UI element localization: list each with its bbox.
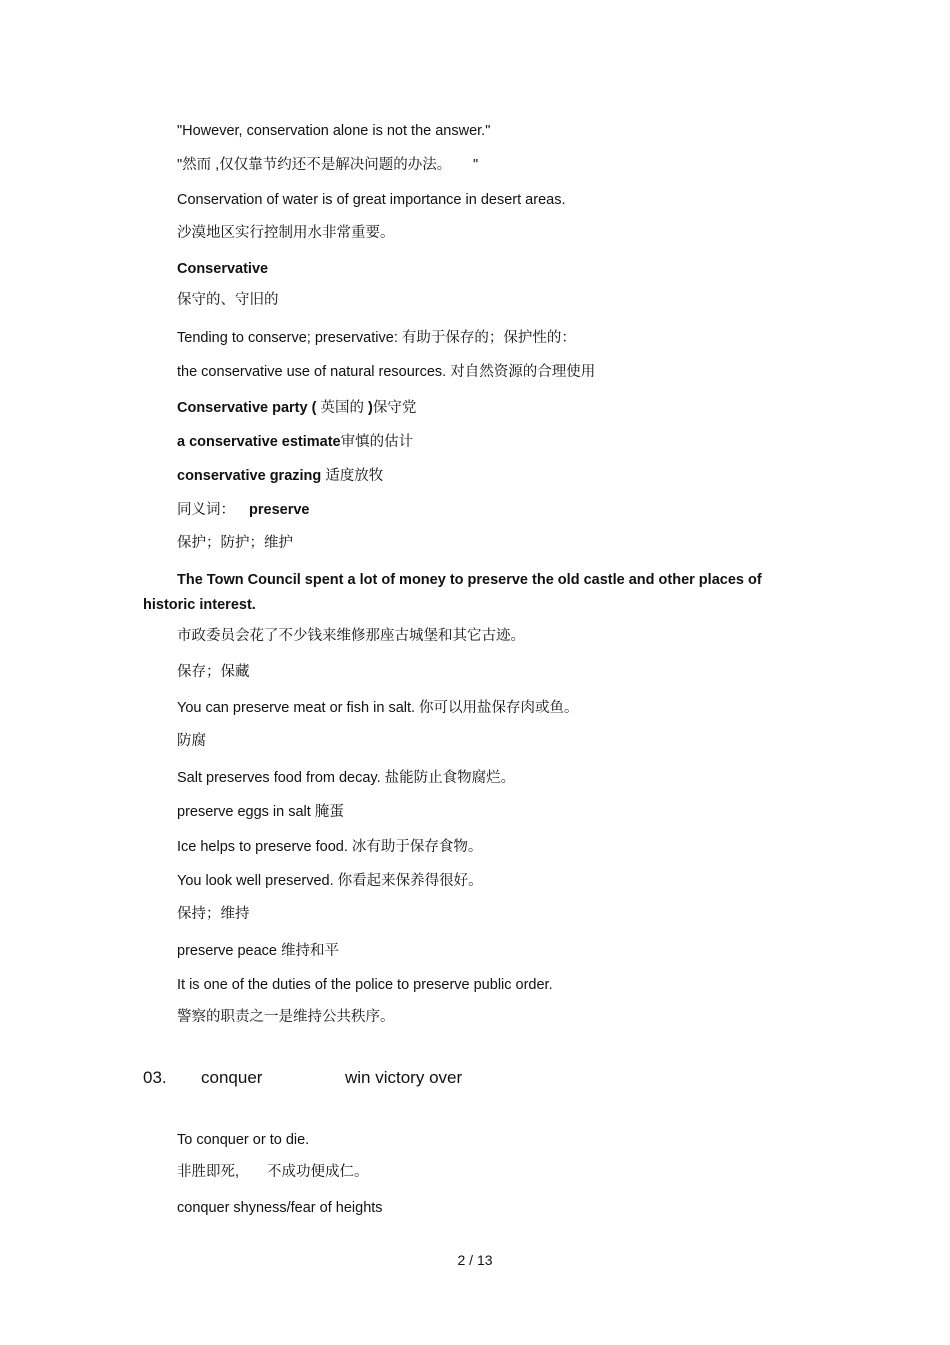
phrase-conservative-estimate: [177, 433, 413, 451]
synonym-line: [177, 501, 309, 519]
definition-line: Tending to conserve; preservative: 有助于保存的；保护性的：: [177, 330, 576, 346]
quote-chinese: "然而 ,仅仅靠节约还不是解决问题的办法。 ": [177, 157, 479, 173]
example-sentence: You can preserve meat or fish in salt. 你可以用盐保存肉或鱼。: [177, 700, 579, 716]
section-definition: win victory over: [345, 1068, 463, 1087]
phrase-conservative-grazing: [177, 467, 383, 485]
phrase-conservative-party: [177, 399, 416, 417]
phrase-term: a conservative estimate: [177, 434, 341, 450]
phrase-translation: 保守党: [372, 400, 417, 416]
example-sentence: Ice helps to preserve food. 冰有助于保存食物。: [177, 839, 483, 855]
example-sentence: To conquer or to die.: [177, 1132, 310, 1148]
example-sentence: You look well preserved. 你看起来保养得很好。: [177, 873, 483, 889]
example-sentence-bold: The Town Council spent a lot of money to preserve the old castle and other places of: [177, 572, 762, 588]
example-sentence: preserve peace 维持和平: [177, 943, 339, 959]
phrase-term: Conservative party (: [177, 400, 317, 416]
example-translation: 市政委员会花了不少钱来维修那座古城堡和其它古迹。: [177, 628, 525, 644]
example-sentence: preserve eggs in salt 腌蛋: [177, 804, 344, 820]
entry-meaning: 防腐: [177, 733, 206, 749]
example-sentence-bold-continued: historic interest.: [143, 597, 256, 613]
synonym-word: preserve: [249, 502, 310, 518]
phrase-note: 英国的: [316, 400, 368, 416]
phrase-translation: 适度放牧: [321, 468, 384, 484]
example-sentence: conquer shyness/fear of heights: [177, 1200, 383, 1216]
example-sentence: It is one of the duties of the police to preserve public order.: [177, 977, 553, 993]
phrase-term-close: ): [367, 400, 373, 416]
quote-english: "However, conservation alone is not the answer.": [177, 123, 491, 139]
section-number: 03.: [143, 1068, 167, 1087]
entry-headword-conservative: Conservative: [177, 261, 269, 277]
entry-meaning: 保存；保藏: [177, 664, 250, 680]
entry-meaning: 保持；维持: [177, 906, 250, 922]
page-number: 2 / 13: [457, 1252, 493, 1268]
example-sentence: the conservative use of natural resources. 对自然资源的合理使用: [177, 364, 596, 380]
example-translation: [177, 1163, 369, 1181]
example-translation: 警察的职责之一是维持公共秩序。: [177, 1009, 395, 1025]
translation-part-2: 不成功便成仁。: [267, 1164, 369, 1180]
translation-part-1: 非胜即死,: [177, 1164, 240, 1180]
example-sentence: Salt preserves food from decay. 盐能防止食物腐烂。: [177, 770, 516, 786]
example-sentence: Conservation of water is of great importance in desert areas.: [177, 192, 566, 208]
phrase-term: conservative grazing: [177, 468, 322, 484]
example-translation: 沙漠地区实行控制用水非常重要。: [177, 225, 395, 241]
section-word: conquer: [201, 1068, 263, 1087]
entry-meaning: 保护；防护；维护: [177, 535, 293, 551]
synonym-label: 同义词：: [177, 502, 235, 518]
phrase-translation: 审慎的估计: [340, 434, 414, 450]
entry-meaning: 保守的、守旧的: [177, 292, 279, 308]
